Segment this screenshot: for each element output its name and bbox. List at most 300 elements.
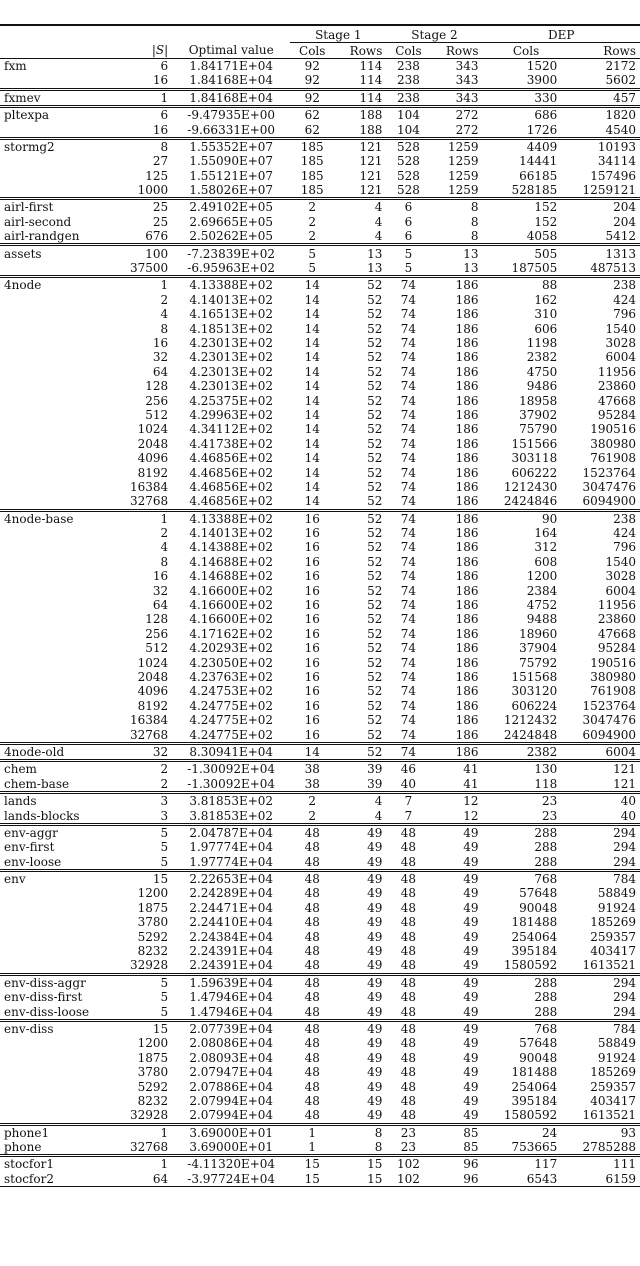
cell-instance: airl-randgen [4, 229, 80, 244]
cell-instance: env-diss-aggr [0, 974, 126, 990]
cell-stage2-cols: 48 [386, 824, 430, 840]
cell-dep-rows: 1259121 [582, 183, 636, 198]
cell-stage2-cols: 74 [400, 436, 417, 451]
cell-dep-rows: 11956 [597, 598, 636, 613]
cell-instance [0, 321, 126, 335]
cell-dep-rows: 47668 [597, 393, 636, 408]
cell-instance [0, 437, 126, 451]
cell-stage2-cols: 48 [400, 900, 417, 915]
header-stage2: Stage 2 [386, 25, 482, 43]
cell-stage2-rows: 343 [430, 89, 482, 106]
table-row [0, 245, 640, 261]
cell-stage2-cols: 104 [386, 106, 430, 122]
cell-instance: chem [0, 761, 126, 777]
cell-stage2-cols: 74 [400, 336, 417, 350]
cell-dep-rows: 91924 [597, 1050, 636, 1065]
problem-size-table [0, 24, 640, 1187]
cell-scenarios: 3 [160, 808, 169, 823]
table-row [0, 393, 640, 407]
header-blank [0, 25, 126, 43]
cell-dep-rows: 6004 [561, 743, 640, 760]
cell-stage2-cols: 48 [400, 915, 417, 930]
cell-stage2-cols: 74 [400, 540, 417, 555]
table-row [0, 106, 640, 122]
cell-stage2-rows: 85 [430, 1124, 482, 1140]
cell-dep-rows: 185269 [590, 915, 636, 930]
cell-instance [0, 451, 126, 465]
cell-stage1-rows: 49 [367, 900, 383, 915]
cell-dep-rows: 380980 [590, 669, 636, 684]
table-row [0, 684, 640, 698]
cell-dep-rows: 1820 [561, 106, 640, 122]
cell-optimal-value: 1.47946E+04 [189, 990, 274, 1005]
cell-instance [0, 598, 126, 612]
cell-dep-rows: 40 [561, 792, 640, 808]
cell-scenarios: 16 [152, 336, 169, 350]
cell-stage1-rows: 52 [367, 540, 383, 555]
cell-stage2-cols: 74 [400, 393, 417, 408]
cell-stage2-rows: 49 [463, 958, 479, 973]
cell-stage1-rows: 52 [367, 554, 383, 569]
cell-stage1-rows: 52 [334, 743, 386, 760]
table-row [0, 612, 640, 626]
cell-stage1-cols: 92 [304, 58, 320, 73]
cell-dep-cols: 164 [534, 526, 558, 541]
cell-stage2-cols: 74 [400, 407, 417, 422]
header-stage2-rows: Rows [430, 43, 482, 58]
cell-stage2-rows: 186 [455, 727, 479, 742]
cell-scenarios: 32768 [130, 727, 169, 742]
cell-dep-rows: 761908 [590, 684, 636, 699]
cell-optimal-value: 1.47946E+04 [189, 1004, 274, 1019]
cell-stage1-cols: 14 [304, 436, 320, 451]
table-row [0, 526, 640, 540]
cell-instance [0, 336, 126, 350]
cell-stage2-rows: 49 [463, 840, 479, 855]
cell-optimal-value: 4.24775E+02 [189, 698, 274, 713]
cell-dep-rows: 6094900 [582, 727, 636, 742]
cell-stage2-rows: 186 [455, 612, 479, 627]
cell-optimal-value: 3.69000E+01 [172, 1124, 290, 1140]
cell-stage2-cols: 23 [386, 1124, 430, 1140]
cell-optimal-value: 1.55352E+07 [172, 138, 290, 154]
cell-dep-rows: 157496 [590, 168, 636, 183]
cell-stage2-rows: 186 [455, 655, 479, 670]
cell-stage2-rows: 186 [455, 641, 479, 656]
table-row [0, 974, 640, 990]
cell-stage2-cols: 40 [400, 776, 417, 791]
cell-dep-rows: 1540 [605, 554, 636, 569]
cell-dep-cols: 4752 [526, 598, 558, 613]
cell-stage2-cols: 74 [400, 307, 417, 322]
cell-stage2-rows: 186 [455, 292, 479, 307]
cell-stage2-rows: 13 [430, 245, 482, 261]
cell-optimal-value: 4.14388E+02 [189, 540, 274, 555]
table-row [0, 627, 640, 641]
cell-instance [0, 684, 126, 698]
cell-dep-cols: 23 [541, 808, 558, 823]
cell-stage1-cols: 14 [304, 451, 320, 466]
cell-stage1-rows: 13 [334, 245, 386, 261]
header-dep-rows: Rows [561, 43, 640, 58]
cell-optimal-value: 4.41738E+02 [189, 436, 274, 451]
cell-dep-cols: 1212430 [503, 479, 558, 494]
cell-instance [0, 169, 126, 183]
cell-dep-cols: 181488 [511, 915, 558, 930]
cell-dep-cols: 118 [534, 776, 558, 791]
cell-stage1-rows: 121 [359, 168, 383, 183]
header-optimal-value: Optimal value [172, 43, 290, 58]
cell-dep-rows: 121 [613, 776, 636, 791]
cell-stage1-rows: 52 [367, 583, 383, 598]
cell-stage2-cols: 528 [386, 138, 430, 154]
cell-scenarios: 16 [152, 73, 169, 88]
cell-instance [0, 408, 126, 422]
cell-stage1-rows: 121 [359, 154, 383, 169]
table-row [0, 307, 640, 321]
cell-optimal-value: 2.08086E+04 [189, 1036, 274, 1051]
cell-dep-cols: 152 [483, 199, 562, 215]
cell-instance [0, 699, 126, 713]
cell-stage1-rows: 52 [367, 655, 383, 670]
cell-stage2-rows: 49 [463, 1079, 479, 1094]
cell-stage1-rows: 49 [367, 1050, 383, 1065]
table-row [0, 122, 640, 138]
cell-dep-rows: 121 [561, 761, 640, 777]
table-row [0, 293, 640, 307]
cell-dep-rows: 424 [613, 526, 636, 541]
cell-dep-rows: 259357 [590, 1079, 636, 1094]
cell-optimal-value: 4.14013E+02 [189, 292, 274, 307]
cell-dep-cols: 57648 [519, 1036, 558, 1051]
cell-stage2-cols: 48 [400, 1065, 417, 1080]
cell-dep-cols: 1580592 [503, 958, 558, 973]
cell-stage1-rows: 52 [334, 277, 386, 293]
cell-stage1-rows: 15 [334, 1156, 386, 1172]
cell-stage1-rows: 49 [334, 974, 386, 990]
cell-optimal-value: 4.46856E+02 [189, 479, 274, 494]
cell-scenarios: 2048 [137, 436, 169, 451]
cell-scenarios: 15 [126, 1020, 172, 1036]
cell-stage2-cols: 48 [400, 1050, 417, 1065]
cell-stage2-cols: 74 [400, 465, 417, 480]
cell-stage1-cols: 16 [304, 583, 320, 598]
cell-dep-cols: 18958 [519, 393, 558, 408]
cell-optimal-value: 4.14688E+02 [189, 569, 274, 584]
cell-scenarios: 1 [126, 510, 172, 526]
cell-stage2-rows: 186 [455, 465, 479, 480]
cell-dep-cols: 90 [483, 510, 562, 526]
cell-dep-rows: 403417 [590, 1093, 636, 1108]
cell-optimal-value: 4.13388E+02 [172, 510, 290, 526]
cell-dep-cols: 310 [534, 307, 558, 322]
cell-stage1-cols: 14 [304, 393, 320, 408]
table-row [0, 808, 640, 824]
cell-optimal-value: 4.46856E+02 [189, 451, 274, 466]
cell-dep-rows: 761908 [590, 451, 636, 466]
cell-stage1-cols: 185 [300, 154, 324, 169]
cell-instance: env-loose [4, 854, 62, 869]
cell-stage2-cols: 238 [396, 58, 420, 73]
cell-dep-cols: 768 [483, 870, 562, 886]
cell-optimal-value: 4.23013E+02 [189, 379, 274, 394]
table-row [0, 598, 640, 612]
table-row [0, 1094, 640, 1108]
cell-stage2-cols: 74 [400, 451, 417, 466]
cell-stage2-rows: 186 [430, 743, 482, 760]
cell-stage1-rows: 4 [374, 808, 383, 823]
cell-dep-cols: 254064 [511, 929, 558, 944]
cell-stage1-cols: 16 [304, 698, 320, 713]
cell-stage1-rows: 188 [359, 122, 383, 137]
cell-scenarios: 8192 [137, 465, 169, 480]
table-row [0, 1004, 640, 1020]
cell-stage2-cols: 5 [386, 245, 430, 261]
table-row [0, 379, 640, 393]
cell-dep-cols: 1212432 [503, 713, 558, 728]
cell-stage1-cols: 16 [304, 727, 320, 742]
cell-stage1-rows: 52 [367, 641, 383, 656]
cell-stage1-rows: 49 [367, 886, 383, 901]
cell-dep-cols: 6543 [483, 1172, 562, 1187]
cell-instance [0, 670, 126, 684]
cell-stage2-rows: 49 [463, 886, 479, 901]
cell-stage1-rows: 49 [334, 824, 386, 840]
header-stage1-cols: Cols [290, 43, 334, 58]
cell-optimal-value: 4.24753E+02 [189, 684, 274, 699]
cell-scenarios: 512 [145, 407, 169, 422]
cell-optimal-value: 3.81853E+02 [172, 792, 290, 808]
cell-dep-cols: 181488 [511, 1065, 558, 1080]
table-row [0, 555, 640, 569]
cell-scenarios: 16 [152, 569, 169, 584]
header-instance [0, 43, 126, 58]
cell-stage2-rows: 343 [455, 73, 479, 88]
cell-stage2-rows: 49 [463, 854, 479, 869]
cell-stage1-cols: 48 [290, 1020, 334, 1036]
cell-stage1-cols: 14 [304, 494, 320, 509]
cell-scenarios: 512 [145, 641, 169, 656]
cell-optimal-value: -9.66331E+00 [187, 122, 276, 137]
cell-dep-rows: 23860 [597, 379, 636, 394]
cell-optimal-value: 1.55090E+07 [189, 154, 274, 169]
cell-instance [0, 73, 126, 89]
cell-stage1-rows: 49 [367, 1036, 383, 1051]
cell-dep-rows: 1613521 [582, 958, 636, 973]
cell-instance [0, 1079, 126, 1093]
cell-stage2-rows: 186 [455, 526, 479, 541]
cell-stage1-cols: 5 [308, 261, 317, 276]
cell-stage1-cols: 48 [304, 900, 320, 915]
cell-scenarios: 256 [145, 626, 169, 641]
cell-instance [0, 569, 126, 583]
cell-stage2-rows: 186 [455, 350, 479, 365]
cell-scenarios: 5292 [137, 929, 169, 944]
cell-optimal-value: 2.24471E+04 [189, 900, 274, 915]
cell-stage2-cols: 74 [400, 727, 417, 742]
cell-instance [0, 526, 126, 540]
cell-optimal-value: 4.46856E+02 [189, 465, 274, 480]
cell-stage2-cols: 74 [400, 612, 417, 627]
cell-instance [0, 1051, 126, 1065]
cell-optimal-value: -4.11320E+04 [172, 1156, 290, 1172]
table-row [0, 215, 640, 229]
cell-stage2-cols: 48 [400, 854, 417, 869]
cell-dep-rows: 6159 [561, 1172, 640, 1187]
cell-instance [0, 713, 126, 727]
cell-stage2-rows: 49 [430, 870, 482, 886]
cell-instance [0, 627, 126, 641]
cell-scenarios: 5 [160, 854, 169, 869]
cell-stage1-rows: 49 [367, 1079, 383, 1094]
cell-stage1-cols: 48 [304, 1065, 320, 1080]
header-dep-cols: Cols [483, 43, 562, 58]
cell-dep-cols: 2424848 [503, 727, 558, 742]
cell-dep-rows: 294 [613, 840, 636, 855]
cell-optimal-value: 4.29963E+02 [189, 407, 274, 422]
cell-stage1-rows: 49 [367, 944, 383, 959]
cell-stage2-cols: 102 [386, 1156, 430, 1172]
cell-instance [0, 154, 126, 168]
cell-scenarios: 25 [126, 199, 172, 215]
table-row [0, 1079, 640, 1093]
cell-optimal-value: 1.59639E+04 [172, 974, 290, 990]
cell-scenarios: 27 [152, 154, 169, 169]
cell-optimal-value: 4.17162E+02 [189, 626, 274, 641]
cell-stage1-rows: 4 [374, 214, 383, 229]
cell-dep-rows: 204 [613, 214, 636, 229]
table-row [0, 365, 640, 379]
cell-dep-cols: 330 [483, 89, 562, 106]
cell-stage1-cols: 62 [290, 106, 334, 122]
cell-scenarios: 32768 [130, 494, 169, 509]
cell-stage2-cols: 7 [386, 792, 430, 808]
cell-dep-rows: 4540 [605, 122, 636, 137]
table-row [0, 1140, 640, 1156]
cell-instance [0, 1036, 126, 1050]
cell-stage2-cols: 74 [400, 494, 417, 509]
cell-scenarios: 2048 [137, 669, 169, 684]
cell-stage1-cols: 185 [300, 168, 324, 183]
cell-instance [0, 929, 126, 943]
cell-dep-rows: 796 [613, 540, 636, 555]
cell-scenarios: 16384 [130, 479, 169, 494]
cell-instance [0, 365, 126, 379]
cell-dep-rows: 6004 [605, 350, 636, 365]
cell-dep-cols: 88 [483, 277, 562, 293]
cell-stage2-cols: 74 [400, 364, 417, 379]
table-row [0, 336, 640, 350]
cell-scenarios: 1 [126, 1124, 172, 1140]
cell-scenarios: 8 [126, 138, 172, 154]
cell-scenarios: 8192 [137, 698, 169, 713]
cell-stage1-cols: 48 [304, 929, 320, 944]
cell-optimal-value: 4.23050E+02 [189, 655, 274, 670]
cell-dep-cols: 395184 [511, 1093, 558, 1108]
cell-dep-cols: 162 [534, 292, 558, 307]
cell-dep-rows: 5602 [605, 73, 636, 88]
cell-scenarios: 125 [145, 168, 169, 183]
cell-stage1-cols: 16 [304, 713, 320, 728]
cell-stage1-cols: 14 [304, 465, 320, 480]
cell-scenarios: 25 [152, 214, 169, 229]
cell-stage1-cols: 185 [290, 138, 334, 154]
cell-dep-rows: 457 [561, 89, 640, 106]
cell-stage1-rows: 39 [367, 776, 383, 791]
cell-scenarios: 15 [126, 870, 172, 886]
cell-scenarios: 100 [126, 245, 172, 261]
cell-instance [0, 393, 126, 407]
cell-scenarios: 8 [160, 321, 169, 336]
table-row [0, 743, 640, 760]
cell-stage1-rows: 52 [367, 465, 383, 480]
cell-instance: airl-first [0, 199, 126, 215]
cell-scenarios: 5 [126, 824, 172, 840]
cell-dep-rows: 190516 [590, 422, 636, 437]
cell-scenarios: 5 [160, 840, 169, 855]
cell-stage1-cols: 48 [304, 1050, 320, 1065]
cell-dep-cols: 117 [483, 1156, 562, 1172]
cell-dep-rows: 47668 [597, 626, 636, 641]
cell-dep-rows: 1613521 [582, 1108, 636, 1123]
cell-dep-cols: 288 [534, 840, 558, 855]
cell-dep-cols: 57648 [519, 886, 558, 901]
cell-optimal-value: 2.07886E+04 [189, 1079, 274, 1094]
table-row [0, 73, 640, 89]
cell-stage1-rows: 52 [367, 379, 383, 394]
cell-stage1-rows: 8 [374, 1140, 383, 1155]
cell-stage2-rows: 186 [455, 583, 479, 598]
cell-optimal-value: -1.30092E+04 [172, 761, 290, 777]
cell-dep-cols: 18960 [519, 626, 558, 641]
cell-dep-rows: 784 [561, 1020, 640, 1036]
header-stage1: Stage 1 [290, 25, 386, 43]
cell-dep-cols: 528185 [511, 183, 558, 198]
cell-optimal-value: 2.04787E+04 [172, 824, 290, 840]
cell-optimal-value: 2.24391E+04 [189, 944, 274, 959]
table-row [0, 494, 640, 510]
cell-dep-rows: 238 [561, 277, 640, 293]
cell-stage2-cols: 48 [400, 1108, 417, 1123]
cell-stage2-rows: 49 [463, 1093, 479, 1108]
cell-stage2-cols: 74 [386, 277, 430, 293]
cell-stage2-rows: 1259 [448, 154, 479, 169]
cell-stage2-rows: 49 [430, 974, 482, 990]
cell-dep-cols: 151568 [511, 669, 558, 684]
cell-stage2-rows: 85 [463, 1140, 479, 1155]
cell-optimal-value: 4.14013E+02 [189, 526, 274, 541]
cell-stage1-rows: 49 [367, 1004, 383, 1019]
cell-dep-rows: 294 [561, 974, 640, 990]
cell-stage1-rows: 52 [367, 407, 383, 422]
cell-dep-rows: 1523764 [582, 698, 636, 713]
cell-scenarios: 5 [160, 990, 169, 1005]
cell-optimal-value: 1.97774E+04 [189, 854, 274, 869]
cell-stage2-rows: 49 [463, 1004, 479, 1019]
cell-optimal-value: 1.84171E+04 [189, 58, 274, 73]
cell-stage1-cols: 48 [290, 870, 334, 886]
cell-stage2-cols: 74 [400, 479, 417, 494]
table-row [0, 1065, 640, 1079]
cell-dep-cols: 395184 [511, 944, 558, 959]
cell-stage2-cols: 74 [400, 321, 417, 336]
cell-stage1-rows: 121 [359, 183, 383, 198]
cell-scenarios: 3780 [137, 915, 169, 930]
cell-stage2-rows: 49 [463, 1050, 479, 1065]
cell-dep-cols: 768 [483, 1020, 562, 1036]
cell-dep-rows: 185269 [590, 1065, 636, 1080]
cell-dep-rows: 2785288 [582, 1140, 636, 1155]
